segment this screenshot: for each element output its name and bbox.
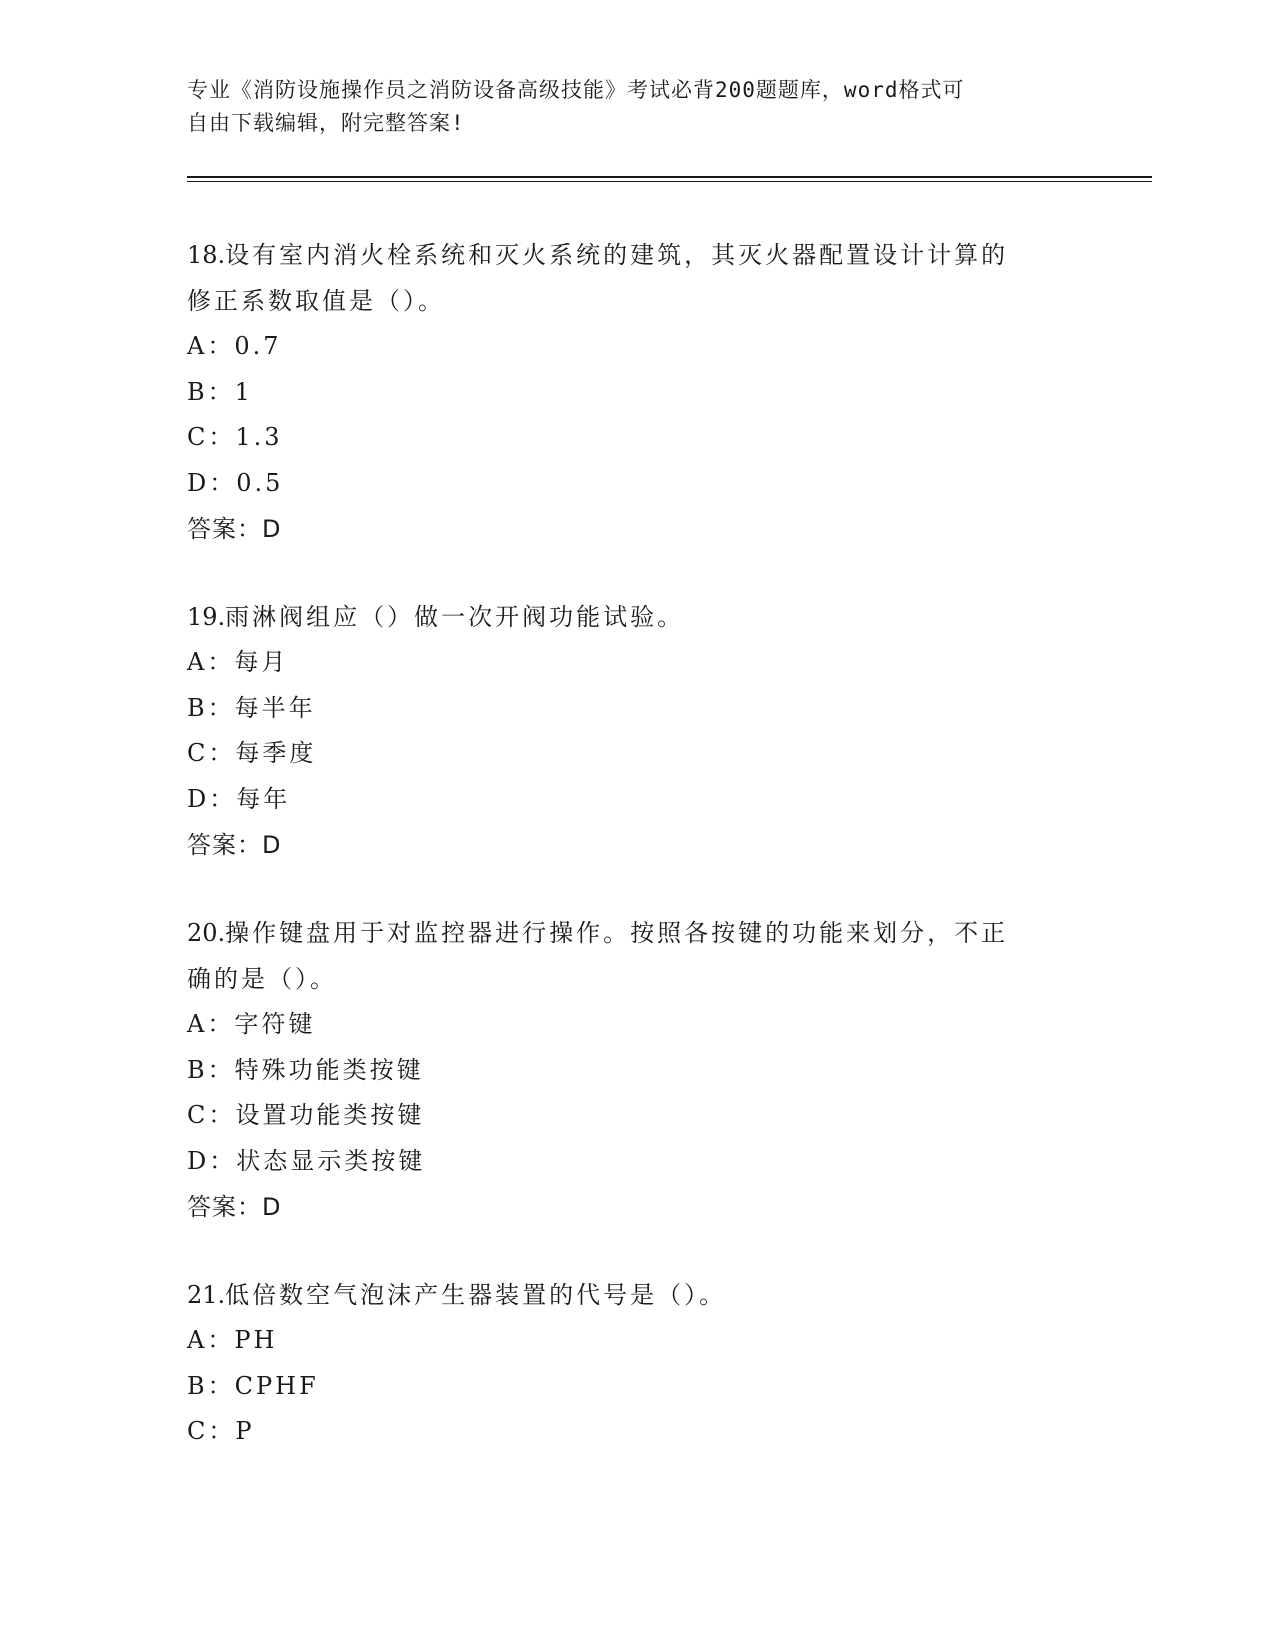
answer-line: 答案：D — [187, 831, 282, 859]
header-divider-thick — [187, 176, 1152, 178]
option-a — [187, 640, 1087, 686]
question-stem — [187, 1272, 1087, 1318]
option-c — [187, 415, 1087, 461]
option-a — [187, 1002, 1087, 1048]
option-label: B： — [187, 1371, 235, 1400]
option-b — [187, 370, 1087, 416]
option-d — [187, 777, 1087, 823]
option-label: B： — [187, 693, 235, 722]
option-text: P — [235, 1417, 255, 1445]
option-text: 每月 — [234, 648, 289, 676]
option-text: CPHF — [234, 1371, 319, 1400]
option-a — [187, 1318, 1087, 1364]
question-list — [187, 232, 1087, 1497]
option-label: A： — [187, 1326, 235, 1354]
question-18 — [187, 232, 1087, 552]
answer-line: 答案：D — [187, 515, 282, 543]
option-c — [187, 731, 1087, 777]
document-header — [187, 74, 1087, 140]
option-label: C： — [187, 1101, 236, 1129]
option-label: A： — [187, 648, 235, 676]
option-b — [187, 1048, 1087, 1094]
option-text: 字符键 — [234, 1010, 316, 1038]
option-label: A： — [187, 1010, 235, 1038]
option-label: C： — [187, 423, 236, 451]
option-text: PH — [234, 1326, 278, 1354]
option-label: B： — [187, 1055, 235, 1084]
header-line-2: 自由下载编辑，附完整答案! — [187, 111, 465, 135]
option-c — [187, 1093, 1087, 1139]
header-divider-thin — [187, 181, 1152, 182]
option-text: 0.7 — [234, 332, 282, 360]
question-stem-line-2: 确的是（）。 — [187, 965, 337, 993]
option-label: D： — [187, 1146, 237, 1175]
question-20 — [187, 910, 1087, 1230]
question-number: 19. — [187, 603, 226, 631]
question-stem-line-2: 修正系数取值是（）。 — [187, 287, 445, 315]
option-b — [187, 1364, 1087, 1410]
option-text: 每年 — [236, 784, 291, 813]
question-stem-line-1: 雨淋阀组应（）做一次开阀功能试验。 — [225, 603, 685, 631]
question-number: 20. — [187, 919, 226, 947]
option-label: C： — [187, 739, 236, 767]
option-label: B： — [187, 377, 235, 406]
option-label: C： — [187, 1417, 236, 1445]
option-label: D： — [187, 468, 237, 497]
question-19 — [187, 594, 1087, 868]
question-stem-line-1: 低倍数空气泡沫产生器装置的代号是（）。 — [225, 1281, 727, 1309]
question-stem — [187, 910, 1087, 956]
option-text: 0.5 — [236, 468, 284, 497]
answer-line: 答案：D — [187, 1193, 282, 1221]
header-line-1: 专业《消防设施操作员之消防设备高级技能》考试必背200题题库，word格式可 — [187, 78, 965, 102]
question-stem — [187, 594, 1087, 640]
option-text: 状态显示类按键 — [236, 1146, 426, 1175]
option-text: 设置功能类按键 — [235, 1101, 425, 1129]
option-b — [187, 686, 1087, 732]
option-label: D： — [187, 784, 237, 813]
option-c — [187, 1409, 1087, 1455]
question-stem-line-1: 设有室内消火栓系统和灭火系统的建筑，其灭火器配置设计计算的 — [225, 241, 1009, 269]
option-text: 每半年 — [234, 693, 316, 722]
option-text: 1 — [234, 377, 253, 406]
option-label: A： — [187, 332, 235, 360]
option-d — [187, 461, 1087, 507]
question-stem-line-1: 操作键盘用于对监控器进行操作。按照各按键的功能来划分，不正 — [225, 919, 1009, 947]
option-a — [187, 324, 1087, 370]
question-number: 18. — [187, 241, 226, 269]
option-text: 每季度 — [235, 739, 317, 767]
question-number: 21. — [187, 1281, 226, 1309]
option-d — [187, 1139, 1087, 1185]
question-stem — [187, 232, 1087, 278]
option-text: 1.3 — [235, 423, 283, 451]
question-21 — [187, 1272, 1087, 1455]
option-text: 特殊功能类按键 — [234, 1055, 424, 1084]
